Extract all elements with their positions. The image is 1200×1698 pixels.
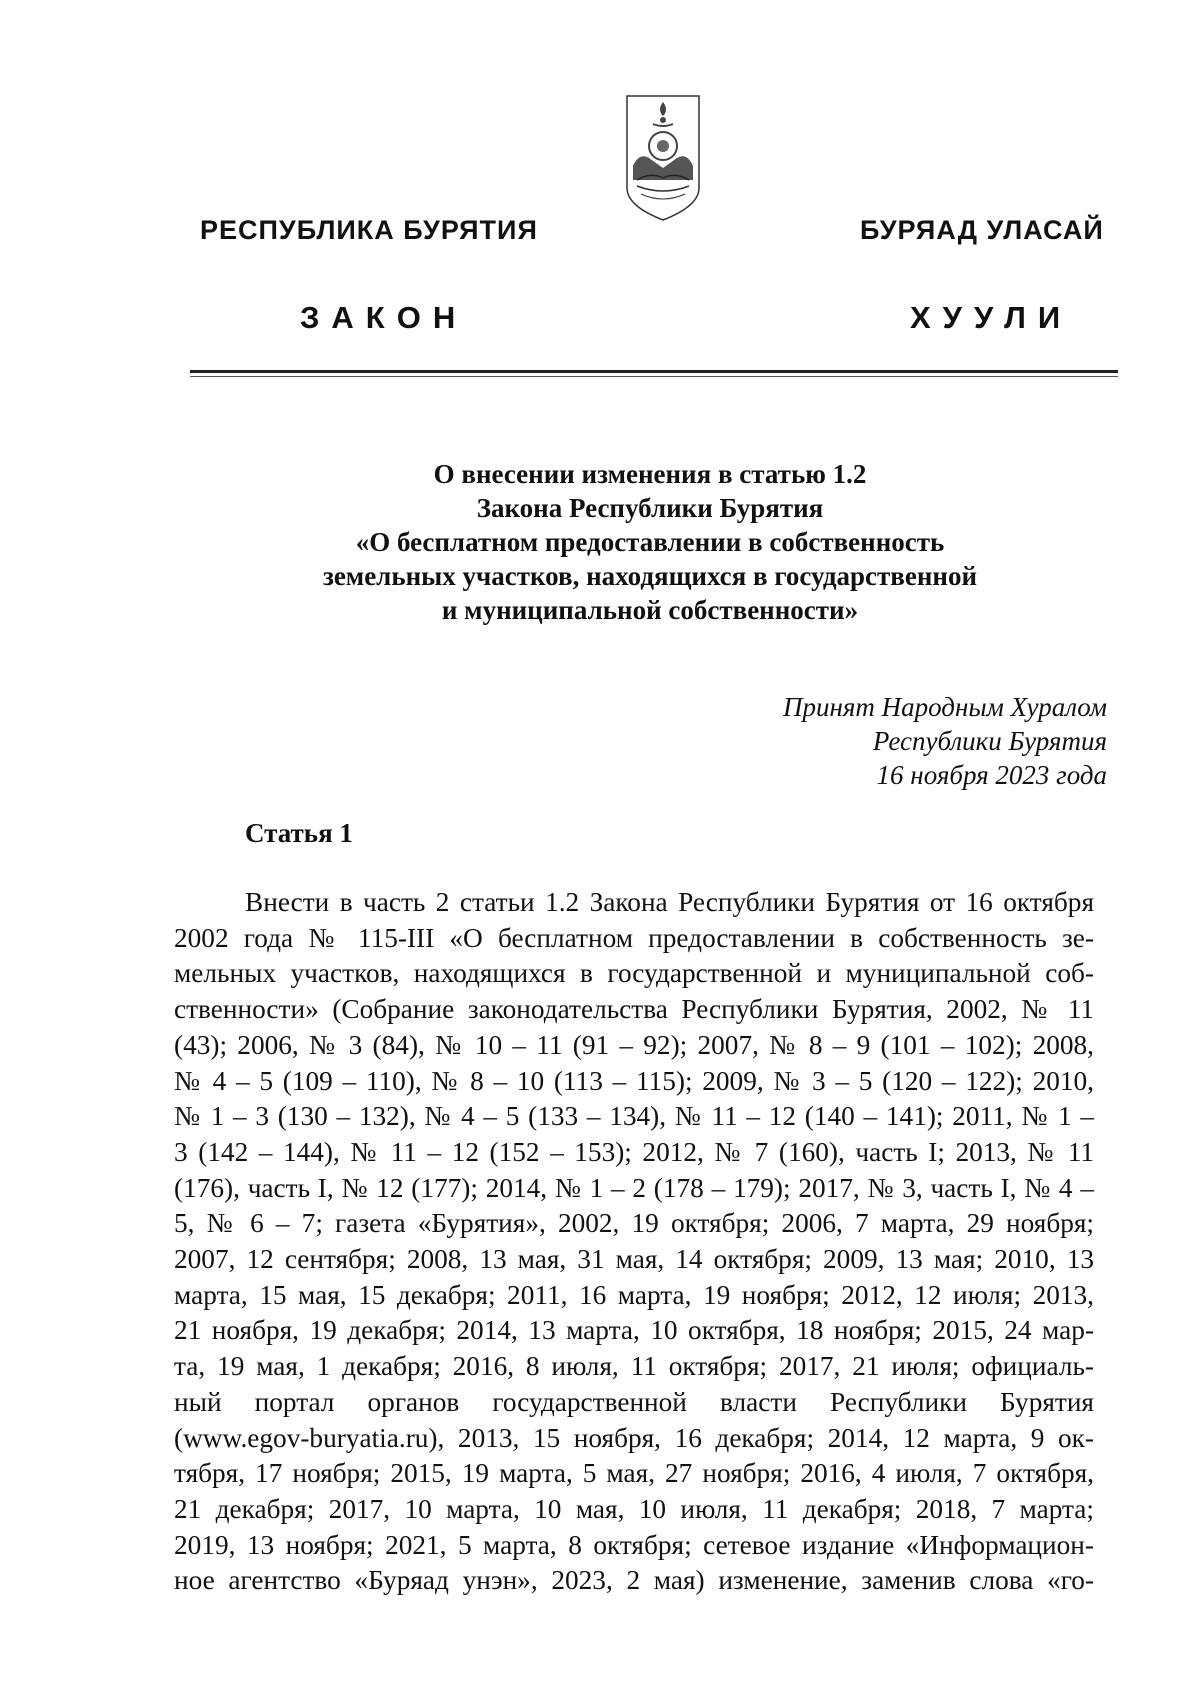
article-body-line: 3 (142 – 144), № 11 – 12 (152 – 153); 2012, № 7 (160), часть I; 2013, № 11 <box>174 1136 1094 1167</box>
law-label-russian: ЗАКОН <box>300 300 468 335</box>
article-body-line: 2019, 13 ноября; 2021, 5 марта, 8 октября; сетевое издание «Информацион- <box>174 1529 1094 1560</box>
article-body-line: (43); 2006, № 3 (84), № 10 – 11 (91 – 92); 2007, № 8 – 9 (101 – 102); 2008, <box>174 1029 1094 1060</box>
article-body-line: ственности» (Собрание законодательства Республики Бурятия, 2002, № 11 <box>174 994 1094 1025</box>
article-body-line: 21 ноября, 19 декабря; 2014, 13 марта, 10 октября, 18 ноября; 2015, 24 мар- <box>174 1315 1094 1346</box>
article-body-line: 21 декабря; 2017, 10 марта, 10 мая, 10 июля, 11 декабря; 2018, 7 марта; <box>174 1493 1094 1524</box>
adoption-date: 16 ноября 2023 года <box>876 760 1107 790</box>
law-title-line: О внесении изменения в статью 1.2 <box>433 459 867 489</box>
law-title-line: земельных участков, находящихся в государственной <box>322 561 978 591</box>
law-title-line: Закона Республики Бурятия <box>476 493 824 523</box>
article-body <box>174 885 1094 1599</box>
article-body-line: 2007, 12 сентября; 2008, 13 мая, 31 мая, 14 октября; 2009, 13 мая; 2010, 13 <box>174 1244 1094 1275</box>
adoption-note-line: Принят Народным Хуралом <box>782 692 1107 722</box>
article-body-line: та, 19 мая, 1 декабря; 2016, 8 июля, 11 октября; 2017, 21 июля; официаль- <box>174 1351 1094 1382</box>
article-heading: Статья 1 <box>245 818 353 848</box>
article-body-line: мельных участков, находящихся в государственной и муниципальной соб- <box>174 958 1094 989</box>
article-body-line: № 4 – 5 (109 – 110), № 8 – 10 (113 – 115); 2009, № 3 – 5 (120 – 122); 2010, <box>174 1065 1094 1096</box>
republic-name-russian: РЕСПУБЛИКА БУРЯТИЯ <box>200 215 538 245</box>
article-body-line: (176), часть I, № 12 (177); 2014, № 1 – 2 (178 – 179); 2017, № 3, часть I, № 4 – <box>174 1172 1094 1203</box>
article-body-line: ное агентство «Буряад унэн», 2023, 2 мая) изменение, заменив слова «го- <box>174 1565 1094 1596</box>
article-body-line: Внести в часть 2 статьи 1.2 Закона Республики Бурятия от 16 октября <box>245 887 1094 917</box>
article-body-line: 5, № 6 – 7; газета «Бурятия», 2002, 19 октября; 2006, 7 марта, 29 ноября; <box>174 1208 1094 1239</box>
coat-of-arms-icon <box>623 88 703 228</box>
law-label-buryat: ХУУЛИ <box>910 300 1073 335</box>
republic-name-buryat: БУРЯАД УЛАСАЙ <box>860 215 1104 245</box>
header-divider-thin <box>190 376 1118 377</box>
article-body-line: тября, 17 ноября; 2015, 19 марта, 5 мая, 27 ноября; 2016, 4 июля, 7 октября, <box>174 1458 1094 1489</box>
article-body-line: марта, 15 мая, 15 декабря; 2011, 16 марта, 19 ноября; 2012, 12 июля; 2013, <box>174 1279 1094 1310</box>
header-divider <box>190 370 1118 373</box>
adoption-note-line: Республики Бурятия <box>872 726 1107 756</box>
law-title <box>180 457 1120 627</box>
adoption-note <box>783 690 1107 792</box>
article-body-line: (www.egov-buryatia.ru), 2013, 15 ноября, 16 декабря; 2014, 12 марта, 9 ок- <box>174 1422 1094 1453</box>
law-title-line: и муниципальной собственности» <box>441 595 859 625</box>
law-title-line: «О бесплатном предоставлении в собственность <box>355 527 945 557</box>
article-body-line: 2002 года № 115-III «О бесплатном предоставлении в собственность зе- <box>174 922 1094 953</box>
article-body-line: ный портал органов государственной власти Республики Бурятия <box>174 1386 1094 1417</box>
article-body-line: № 1 – 3 (130 – 132), № 4 – 5 (133 – 134), № 11 – 12 (140 – 141); 2011, № 1 – <box>174 1101 1094 1132</box>
